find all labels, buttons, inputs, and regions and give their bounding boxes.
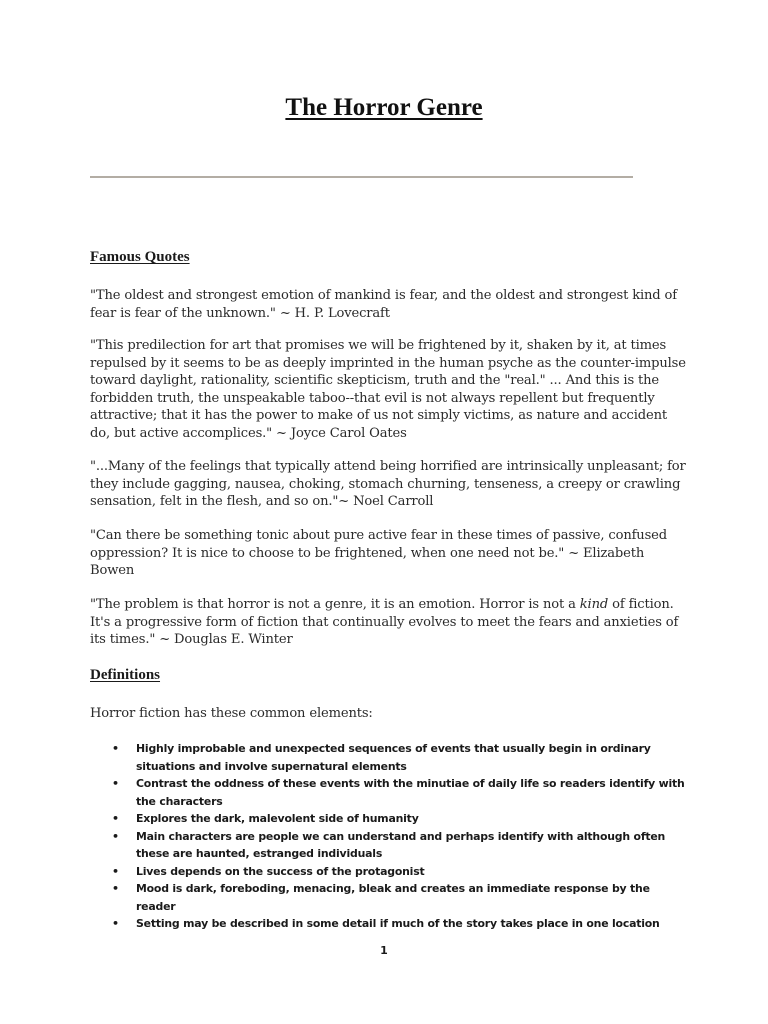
list-item-text: Main characters are people we can understand and perhaps identify with although often these are haunted, estranged individuals [136,829,666,860]
bullet-icon: • [112,777,119,790]
list-item-text: Explores the dark, malevolent side of humanity [136,812,419,825]
famous-quotes-heading: Famous Quotes [90,249,190,265]
list-item [90,775,690,810]
list-item-text: Lives depends on the success of the protagonist [136,864,425,878]
definitions-intro: Horror fiction has these common elements: [90,706,373,721]
list-item-text: Setting may be described in some detail if much of the story takes place in one location [136,917,660,930]
list-item-text: Contrast the oddness of these events with the minutiae of daily life so readers identify with the characters [136,777,685,808]
bullet-icon: • [112,812,119,825]
list-item-text: Mood is dark, foreboding, menacing, bleak and creates an immediate response by the reader [136,882,650,913]
list-item [90,740,690,775]
bullet-icon: • [112,882,119,895]
list-item [90,863,690,881]
quote-winter-after: of fiction. It's a progressive form of fiction that continually evolves to meet the fears and anxieties of its times." ~ Douglas E. Winter [90,597,679,648]
list-item [90,880,690,915]
definitions-heading: Definitions [90,667,161,683]
horizontal-divider [90,176,633,178]
list-item [90,828,690,863]
list-item [90,915,690,933]
bullet-icon: • [112,864,119,878]
quote-bowen: "Can there be something tonic about pure active fear in these times of passive, confused oppression? It is nice to choose to be frightened, when one need not be." ~ Elizabeth Bowen [90,528,667,579]
quote-lovecraft: "The oldest and strongest emotion of mankind is fear, and the oldest and strongest kind of fear is fear of the unknown." ~ H. P. Lovecraft [90,288,677,321]
quote-oates: "This predilection for art that promises we will be frightened by it, shaken by it, at times repulsed by it seems to be as deeply imprinted in the human psyche as the counter-impulse toward daylight, rationality, scientific skepticism, truth and the "real." ... And this is the forbidden truth, the unspeakable taboo--that evil is not always repellent but frequently attractive; that it has the power to make of us not simply victims, as nature and accident do, but active accomplices." ~ Joyce Carol Oates [90,338,686,441]
quote-winter-before: "The problem is that horror is not a genre, it is an emotion. Horror is not a [90,597,580,612]
list-item [90,810,690,828]
bullet-icon: • [112,829,119,843]
bullet-icon: • [112,917,119,930]
quote-winter-emphasis: kind [579,597,609,612]
bullet-icon: • [112,742,119,755]
quote-winter [90,596,690,649]
quote-carroll: "...Many of the feelings that typically attend being horrified are intrinsically unpleasant; for they include gagging, nausea, choking, stomach churning, tenseness, a creepy or crawling sensation, felt in the flesh, and so on."~ Noel Carroll [90,459,686,510]
elements-list [90,740,690,933]
page-number: 1 [380,944,388,957]
list-item-text: Highly improbable and unexpected sequences of events that usually begin in ordinary situations and involve supernatural elements [136,742,651,773]
page-title: The Horror Genre [285,94,483,121]
